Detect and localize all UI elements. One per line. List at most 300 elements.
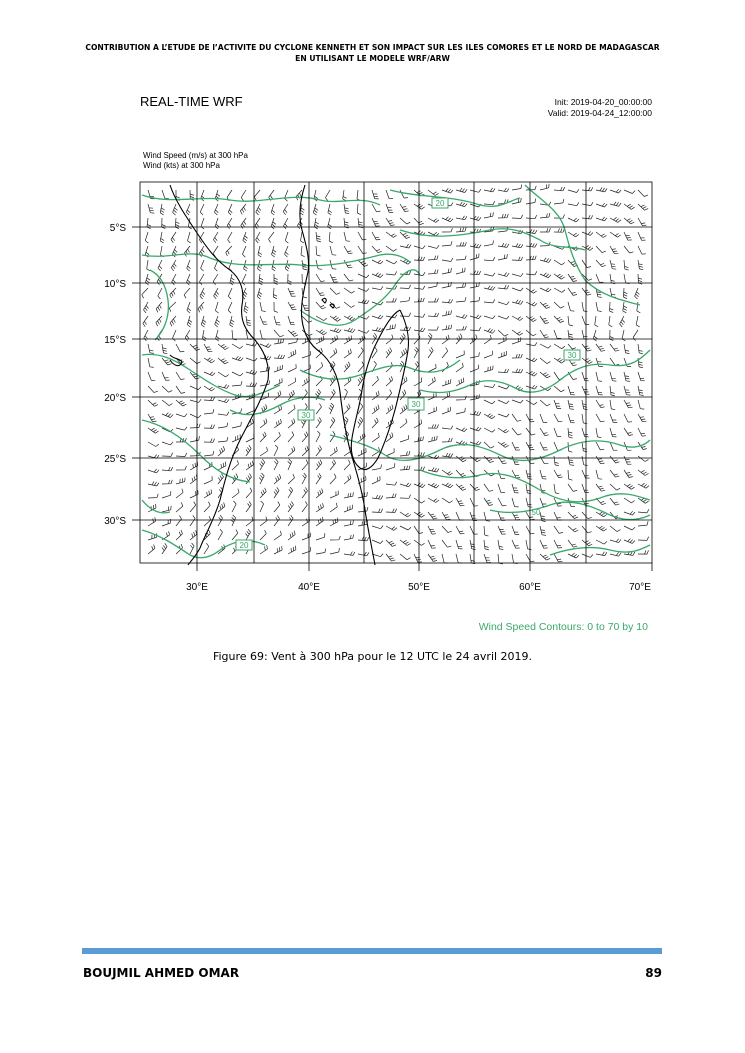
wind-barb bbox=[330, 274, 338, 282]
wind-barb bbox=[176, 453, 187, 457]
wind-barb bbox=[582, 187, 593, 191]
wind-barb bbox=[512, 316, 523, 321]
wind-barb bbox=[540, 228, 550, 232]
wind-barb bbox=[400, 451, 410, 456]
wind-barb bbox=[456, 297, 466, 302]
wind-barb bbox=[428, 326, 438, 330]
wind-barb bbox=[400, 435, 409, 442]
wind-barb bbox=[526, 498, 532, 507]
wind-barb bbox=[148, 517, 156, 526]
wind-barb bbox=[142, 288, 148, 298]
wind-barb bbox=[204, 451, 214, 456]
wind-barb bbox=[400, 285, 411, 289]
wind-barb bbox=[188, 232, 191, 243]
wind-barb bbox=[442, 470, 453, 475]
box-label-3: 20 bbox=[239, 541, 249, 550]
wind-barb bbox=[470, 315, 481, 319]
wind-barb bbox=[288, 515, 293, 526]
wind-barb bbox=[428, 190, 439, 196]
footer-divider bbox=[82, 948, 662, 954]
wind-barb bbox=[638, 456, 649, 462]
wind-barb bbox=[638, 470, 649, 476]
wind-barb bbox=[498, 330, 508, 336]
wind-barb bbox=[442, 258, 453, 261]
wind-barb bbox=[470, 484, 480, 491]
wind-barb bbox=[274, 302, 278, 312]
wind-barb bbox=[344, 552, 355, 556]
wind-barb bbox=[187, 302, 191, 313]
wind-barb bbox=[582, 540, 592, 546]
wind-barb bbox=[526, 330, 536, 336]
map-frame bbox=[140, 182, 652, 563]
wind-barb bbox=[470, 244, 481, 248]
wind-barb bbox=[400, 327, 411, 331]
wind-barb bbox=[288, 546, 296, 554]
wind-barb bbox=[526, 400, 537, 405]
wind-barb bbox=[428, 347, 433, 358]
wind-barb bbox=[428, 255, 438, 260]
wind-barb bbox=[624, 232, 632, 240]
wind-barb bbox=[148, 494, 158, 498]
wind-barb bbox=[204, 502, 210, 512]
wind-barb bbox=[272, 260, 276, 271]
wind-barb bbox=[186, 204, 190, 215]
wind-barb bbox=[344, 204, 349, 214]
wind-barb bbox=[568, 202, 579, 205]
wind-barb bbox=[442, 241, 452, 246]
wind-barb bbox=[316, 246, 321, 256]
wind-barb bbox=[498, 428, 509, 433]
wind-barb bbox=[288, 474, 295, 484]
wind-barb bbox=[540, 258, 551, 263]
wind-barb bbox=[624, 386, 630, 395]
wind-barb bbox=[160, 232, 164, 243]
wind-barb bbox=[624, 246, 633, 253]
wind-barb bbox=[456, 526, 464, 534]
wind-barb bbox=[330, 548, 339, 554]
wind-barb bbox=[568, 414, 575, 423]
wind-barb bbox=[316, 330, 327, 335]
wind-barb bbox=[246, 517, 253, 526]
wind-barb bbox=[246, 501, 251, 512]
wind-barb bbox=[526, 385, 537, 389]
wind-barb bbox=[372, 495, 383, 499]
wind-barb bbox=[386, 526, 397, 530]
wind-barb bbox=[456, 268, 465, 274]
wind-barb bbox=[246, 370, 257, 375]
wind-barb bbox=[316, 549, 326, 554]
wind-barb bbox=[386, 204, 393, 212]
wind-barb bbox=[386, 190, 393, 199]
wind-barb bbox=[329, 403, 334, 414]
wind-barb bbox=[624, 456, 631, 464]
wind-barb bbox=[148, 482, 159, 486]
wind-barb bbox=[554, 274, 565, 279]
wind-barb bbox=[176, 478, 185, 484]
wind-barb bbox=[428, 407, 436, 414]
wind-barb bbox=[330, 417, 335, 428]
wind-barb bbox=[213, 232, 218, 243]
wind-barb bbox=[638, 428, 646, 436]
wind-barb bbox=[215, 316, 220, 327]
wind-barb bbox=[302, 330, 312, 336]
wind-barb bbox=[414, 554, 422, 562]
wind-barb bbox=[540, 288, 551, 292]
wind-barb bbox=[610, 202, 621, 207]
wind-barb bbox=[200, 204, 204, 215]
wind-barb bbox=[498, 302, 509, 305]
wind-barb bbox=[288, 330, 298, 336]
lat-label: 10°S bbox=[104, 279, 126, 290]
wind-barb bbox=[568, 386, 575, 395]
wind-barb bbox=[484, 442, 494, 448]
wind-barb bbox=[442, 453, 453, 457]
wind-barb bbox=[325, 190, 330, 201]
wind-barb bbox=[357, 190, 361, 201]
wind-barb bbox=[215, 302, 218, 313]
wind-barb bbox=[400, 297, 410, 302]
wind-barb bbox=[218, 446, 225, 456]
wind-barb bbox=[218, 344, 229, 350]
box-label-4: 30 bbox=[567, 351, 577, 360]
wind-barb bbox=[274, 432, 280, 442]
wind-barb bbox=[216, 330, 220, 341]
wind-barb bbox=[428, 298, 438, 302]
wind-barb bbox=[162, 506, 171, 512]
wind-barb bbox=[638, 246, 646, 254]
wind-barb bbox=[442, 379, 451, 386]
wind-barb bbox=[272, 246, 277, 257]
wind-barb bbox=[512, 300, 523, 305]
wind-barb bbox=[568, 470, 572, 480]
wind-barb bbox=[386, 482, 397, 486]
wind-barb bbox=[498, 414, 509, 417]
wind-barb bbox=[484, 188, 495, 192]
wind-barb bbox=[512, 369, 523, 373]
wind-barb bbox=[260, 501, 264, 512]
wind-barb bbox=[638, 483, 649, 488]
wind-barb bbox=[330, 536, 340, 540]
wind-barb bbox=[484, 366, 493, 372]
wind-barb bbox=[344, 232, 350, 241]
wind-barb bbox=[596, 484, 605, 491]
wind-barb bbox=[230, 316, 235, 327]
wind-barb bbox=[242, 246, 246, 257]
wind-barb bbox=[610, 428, 617, 437]
wind-barb bbox=[582, 442, 587, 452]
wind-barb bbox=[554, 187, 565, 191]
wind-barb bbox=[498, 285, 509, 289]
wind-barb bbox=[218, 462, 226, 470]
wind-barb bbox=[218, 372, 229, 377]
wind-barb bbox=[428, 468, 439, 472]
wind-barb bbox=[638, 509, 649, 513]
wind-barb bbox=[302, 501, 307, 512]
wind-barb bbox=[260, 447, 268, 456]
wind-barb bbox=[162, 344, 167, 354]
wind-barb bbox=[428, 377, 435, 386]
wind-barb bbox=[260, 419, 267, 428]
lat-label: 20°S bbox=[104, 393, 126, 404]
header-line-2: EN UTILISANT LE MODELE WRF/ARW bbox=[295, 54, 450, 63]
wind-barb bbox=[232, 330, 237, 340]
wind-barb bbox=[400, 526, 411, 530]
wind-barb bbox=[316, 473, 321, 484]
wind-barb bbox=[190, 475, 197, 484]
field-label-wind: Wind (kts) at 300 hPa bbox=[143, 161, 220, 170]
wind-barb bbox=[288, 501, 294, 512]
wind-barb bbox=[274, 445, 278, 456]
wind-barb bbox=[637, 302, 641, 313]
wind-barb bbox=[316, 362, 323, 372]
wind-barb bbox=[582, 512, 592, 519]
wind-barb bbox=[260, 545, 268, 554]
wind-barb bbox=[357, 204, 361, 215]
lon-label: 60°E bbox=[519, 582, 541, 593]
wind-barb bbox=[484, 328, 495, 333]
wind-barb bbox=[144, 302, 149, 313]
wind-barb bbox=[358, 362, 364, 372]
wind-barb bbox=[274, 474, 281, 484]
wind-barb bbox=[344, 492, 353, 498]
wind-barb bbox=[470, 271, 481, 275]
wind-barb bbox=[596, 358, 603, 367]
wind-barb bbox=[358, 330, 369, 333]
wind-barb bbox=[148, 344, 154, 353]
wind-barb bbox=[330, 474, 336, 484]
wind-barb bbox=[540, 470, 546, 479]
wind-barb bbox=[372, 391, 379, 400]
wind-barb bbox=[498, 386, 509, 389]
wind-barb bbox=[638, 344, 643, 354]
wind-barb bbox=[526, 302, 537, 306]
wind-barb bbox=[344, 534, 354, 540]
wind-barb bbox=[526, 229, 537, 233]
wind-barb bbox=[624, 511, 635, 515]
wind-barb bbox=[259, 473, 264, 484]
wind-barb bbox=[148, 372, 155, 380]
wind-barb bbox=[568, 232, 579, 237]
wind-barb bbox=[316, 446, 322, 457]
wind-barb bbox=[343, 190, 347, 201]
wind-barb bbox=[257, 288, 262, 299]
wind-barb bbox=[232, 356, 243, 361]
wind-barb bbox=[512, 498, 519, 507]
wind-barb bbox=[624, 260, 629, 270]
wind-barb bbox=[190, 424, 200, 428]
wind-barb bbox=[526, 342, 537, 345]
wind-barb bbox=[414, 246, 425, 249]
wind-barb bbox=[638, 218, 646, 226]
wind-barb bbox=[498, 369, 509, 373]
wind-barb bbox=[145, 232, 148, 243]
wind-barb bbox=[386, 448, 394, 456]
wind-barb bbox=[512, 442, 520, 450]
wind-barb bbox=[171, 260, 176, 271]
wind-barb bbox=[176, 530, 183, 540]
wind-barb bbox=[162, 372, 170, 380]
wind-barb bbox=[620, 316, 625, 327]
wind-barb bbox=[568, 189, 579, 192]
wind-barb bbox=[358, 260, 368, 266]
lon-label: 40°E bbox=[298, 582, 320, 593]
wind-barb bbox=[246, 445, 251, 456]
wind-barb bbox=[470, 441, 481, 445]
wind-barb bbox=[596, 400, 605, 408]
wind-barb bbox=[187, 260, 191, 271]
coastlines bbox=[170, 185, 408, 565]
wind-barb bbox=[442, 348, 448, 359]
wind-barb bbox=[288, 288, 296, 296]
wind-barb bbox=[596, 344, 605, 351]
wind-barb bbox=[484, 316, 495, 319]
wind-barb bbox=[344, 505, 352, 512]
wind-barb bbox=[623, 302, 627, 313]
wind-barb bbox=[285, 246, 289, 257]
wind-barb bbox=[582, 232, 593, 236]
wind-barb bbox=[228, 288, 232, 299]
wind-barb bbox=[610, 386, 615, 396]
wind-barb bbox=[470, 327, 481, 331]
wind-barb bbox=[316, 503, 324, 512]
wind-barb bbox=[330, 328, 341, 333]
wind-barb bbox=[316, 260, 322, 269]
wind-barb bbox=[623, 288, 627, 299]
wind-barb bbox=[344, 349, 351, 358]
wind-barb bbox=[596, 274, 603, 282]
wind-barb bbox=[484, 299, 495, 303]
wind-barb bbox=[442, 426, 453, 430]
wind-barb bbox=[358, 521, 368, 527]
wind-barb bbox=[190, 414, 201, 418]
wind-barb bbox=[372, 433, 379, 442]
wind-barb bbox=[484, 257, 495, 261]
wind-barb bbox=[428, 364, 436, 372]
wind-barb bbox=[274, 365, 283, 372]
wind-barb bbox=[636, 316, 639, 327]
wind-barb bbox=[285, 232, 288, 243]
lat-label: 15°S bbox=[104, 335, 126, 346]
wind-barb bbox=[302, 432, 308, 442]
wind-barb bbox=[316, 460, 322, 470]
wind-barb bbox=[344, 246, 353, 254]
wind-barb bbox=[244, 302, 249, 313]
wind-barb bbox=[232, 460, 239, 470]
wind-barb bbox=[596, 232, 607, 238]
wind-barb bbox=[158, 288, 162, 299]
wind-barb bbox=[554, 400, 561, 409]
footer-author: BOUJMIL AHMED OMAR bbox=[83, 966, 240, 980]
wind-barb bbox=[638, 190, 648, 197]
wind-barb bbox=[302, 377, 310, 386]
wind-barb bbox=[372, 405, 379, 414]
wind-barb bbox=[540, 316, 549, 324]
wind-barb bbox=[260, 530, 266, 540]
wind-barb bbox=[568, 553, 579, 558]
wind-barb bbox=[260, 316, 267, 324]
wind-barb bbox=[568, 428, 573, 438]
wind-barb bbox=[218, 437, 228, 442]
wind-barb bbox=[512, 273, 523, 276]
wind-barb bbox=[568, 540, 577, 547]
wind-barb bbox=[442, 483, 453, 488]
wind-barb bbox=[372, 526, 383, 529]
wind-barb bbox=[596, 456, 605, 464]
wind-barb bbox=[302, 302, 309, 310]
wind-barb bbox=[540, 414, 547, 422]
wind-barb bbox=[316, 404, 322, 415]
wind-barb bbox=[582, 414, 587, 424]
lon-label: 50°E bbox=[408, 582, 430, 593]
wind-barb bbox=[582, 215, 593, 219]
wind-barb bbox=[484, 335, 491, 344]
wind-barb bbox=[456, 256, 466, 260]
wind-barb bbox=[204, 386, 215, 391]
wind-barb bbox=[484, 456, 494, 463]
wind-barb bbox=[386, 540, 396, 546]
wind-barb bbox=[540, 428, 549, 436]
wind-barb bbox=[204, 425, 215, 429]
wind-barb bbox=[400, 483, 411, 487]
wind-barb bbox=[554, 512, 562, 520]
wind-barb bbox=[428, 313, 439, 317]
wind-barb bbox=[442, 217, 453, 222]
wind-barb bbox=[330, 503, 337, 512]
wind-barb bbox=[624, 274, 630, 284]
wind-barb bbox=[204, 439, 215, 443]
wind-barb bbox=[470, 540, 476, 550]
wind-barb bbox=[147, 260, 151, 271]
wind-barb bbox=[414, 328, 425, 332]
wind-barb bbox=[596, 442, 604, 450]
wind-barb bbox=[285, 190, 289, 201]
wind-barb bbox=[582, 456, 588, 466]
wind-barb bbox=[498, 400, 509, 404]
wind-barb bbox=[386, 405, 393, 414]
wind-barb bbox=[512, 354, 522, 358]
wind-barb bbox=[204, 358, 215, 363]
wind-barb bbox=[232, 381, 242, 386]
wind-barb bbox=[232, 530, 238, 540]
wind-barb bbox=[470, 512, 477, 521]
wind-barb bbox=[540, 302, 550, 308]
wind-barb bbox=[456, 216, 467, 220]
wind-barb bbox=[540, 330, 549, 338]
wind-barb bbox=[554, 228, 565, 232]
wind-barb bbox=[344, 460, 350, 470]
wind-barb bbox=[176, 190, 180, 200]
wind-barb bbox=[148, 428, 159, 433]
wind-barb bbox=[400, 466, 410, 470]
wind-barb bbox=[582, 260, 591, 268]
wind-barb bbox=[372, 246, 382, 253]
wind-barb bbox=[260, 344, 271, 348]
wind-barb bbox=[288, 390, 295, 400]
wind-barb bbox=[512, 215, 523, 219]
wind-barb bbox=[274, 515, 280, 526]
wind-barb bbox=[214, 260, 218, 271]
wind-barb bbox=[638, 550, 649, 554]
wind-barb bbox=[204, 344, 212, 352]
wind-barb bbox=[330, 316, 341, 321]
wind-barb bbox=[344, 328, 355, 333]
wind-barb bbox=[400, 495, 411, 499]
wind-barb bbox=[246, 383, 257, 387]
wind-barb bbox=[316, 288, 325, 296]
wind-barb bbox=[456, 363, 463, 372]
wind-barb bbox=[201, 218, 204, 229]
wind-barb bbox=[330, 288, 340, 294]
